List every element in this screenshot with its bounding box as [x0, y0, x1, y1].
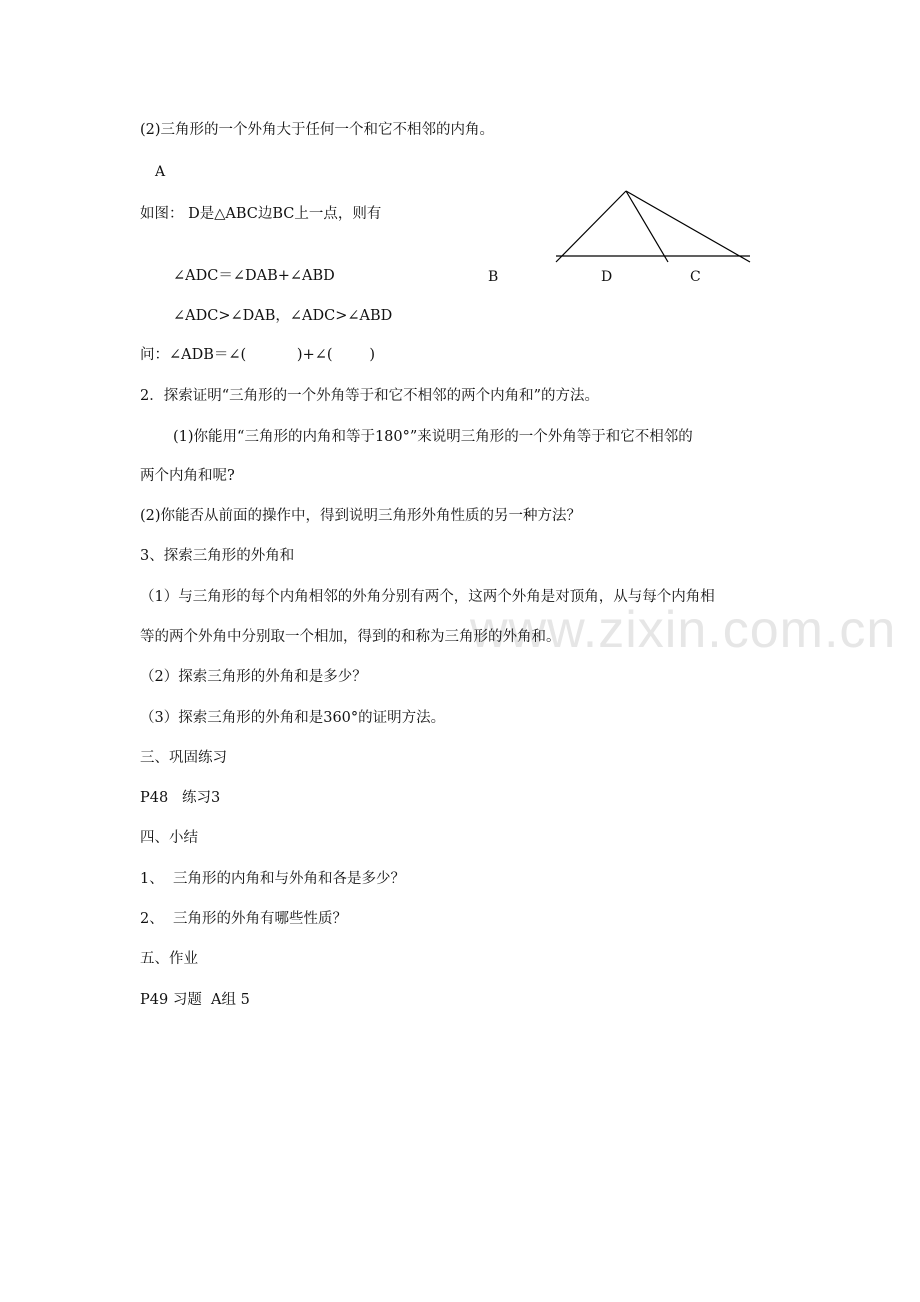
- text-line: （3）探索三角形的外角和是360°的证明方法。: [140, 710, 446, 726]
- text-line: ∠ADC>∠DAB，∠ADC>∠ABD: [173, 308, 393, 324]
- text-line: 如图： D是△ABC边BC上一点，则有: [140, 206, 382, 222]
- text-line: 两个内角和呢?: [140, 468, 235, 484]
- section-heading: 三、巩固练习: [140, 750, 227, 766]
- text-line: 3、探索三角形的外角和: [140, 548, 295, 564]
- triangle-figure: [540, 180, 760, 270]
- text-line: （1）与三角形的每个内角相邻的外角分别有两个，这两个外角是对顶角，从与每个内角相: [140, 589, 715, 605]
- text-line: (1)你能用“三角形的内角和等于180°”来说明三角形的一个外角等于和它不相邻的: [173, 429, 693, 445]
- text-line: 问：∠ADB＝∠( )+∠( ): [140, 347, 376, 363]
- figure-label-b: B: [488, 269, 499, 285]
- text-line: 2、 三角形的外角有哪些性质？: [140, 911, 347, 927]
- text-line: （2）探索三角形的外角和是多少？: [140, 669, 367, 685]
- side-ac: [626, 191, 750, 262]
- text-line: ∠ADC＝∠DAB+∠ABD: [173, 268, 335, 284]
- figure-label-c: C: [690, 269, 701, 285]
- text-line: (2)你能否从前面的操作中，得到说明三角形外角性质的另一种方法？: [140, 508, 582, 524]
- text-line: P48 练习3: [140, 790, 221, 806]
- text-line: P49 习题 A组 5: [140, 992, 250, 1008]
- section-heading: 四、小结: [140, 830, 198, 846]
- section-heading: 五、作业: [140, 951, 198, 967]
- watermark: www.zixin.com.cn: [470, 601, 897, 659]
- text-line: 等的两个外角中分别取一个相加，得到的和称为三角形的外角和。: [140, 629, 561, 645]
- segment-ad: [626, 191, 668, 262]
- side-ab: [556, 191, 626, 262]
- text-line: 2．探索证明“三角形的一个外角等于和它不相邻的两个内角和”的方法。: [140, 388, 600, 404]
- text-line: (2)三角形的一个外角大于任何一个和它不相邻的内角。: [140, 122, 495, 138]
- text-line: 1、 三角形的内角和与外角和各是多少？: [140, 871, 405, 887]
- figure-label-a: A: [155, 164, 166, 180]
- figure-label-d: D: [601, 269, 613, 285]
